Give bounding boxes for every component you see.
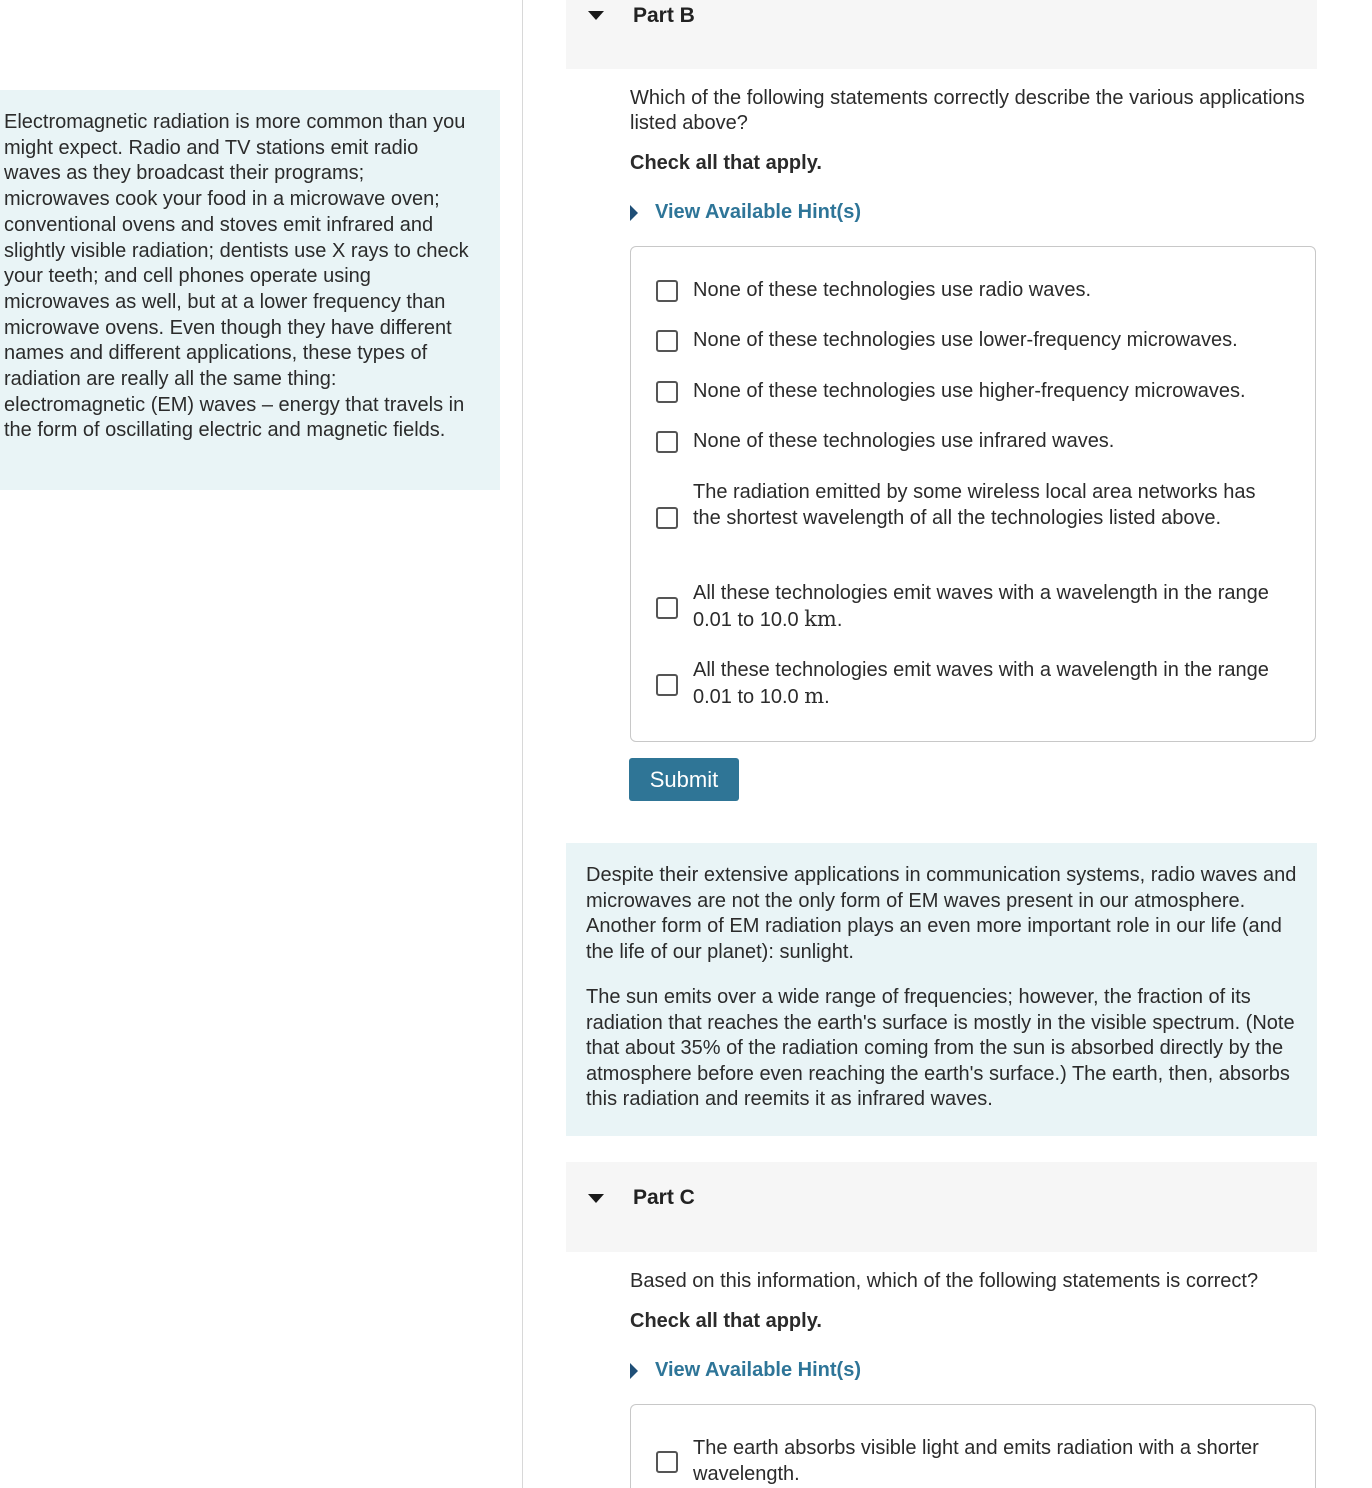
checkbox[interactable] (656, 330, 678, 352)
option-label: None of these technologies use lower-frequency microwaves. (693, 329, 1238, 351)
collapse-caret-icon[interactable] (588, 11, 604, 20)
info-paragraph-1: Despite their extensive applications in communication systems, radio waves and microwaves are not the only form of EM waves present in our atmosphere. Another form of EM radiation plays an even more important role in our life (and the life of our planet): sunlight. (586, 864, 1297, 963)
option-label (693, 581, 1283, 633)
unit-m: m (804, 683, 825, 708)
option-label (693, 658, 1283, 710)
part-c-header[interactable] (566, 1162, 1317, 1252)
hint-label: View Available Hint(s) (655, 201, 861, 223)
intro-panel (0, 90, 500, 490)
checkbox[interactable] (656, 674, 678, 696)
part-c-instruction: Check all that apply. (630, 1310, 822, 1332)
checkbox[interactable] (656, 1451, 678, 1473)
hint-label: View Available Hint(s) (655, 1359, 861, 1381)
option-label: None of these technologies use infrared waves. (693, 430, 1115, 452)
part-b-hint-toggle[interactable] (630, 201, 861, 224)
checkbox[interactable] (656, 381, 678, 403)
part-b-instruction: Check all that apply. (630, 152, 822, 174)
checkbox[interactable] (656, 597, 678, 619)
collapse-caret-icon[interactable] (588, 1194, 604, 1203)
option-label: The earth absorbs visible light and emits radiation with a shorter wavelength. (693, 1437, 1259, 1485)
option-suffix: . (824, 685, 830, 708)
part-c-options (630, 1404, 1316, 1488)
checkbox[interactable] (656, 280, 678, 302)
option-suffix: . (836, 608, 843, 631)
part-b-title: Part B (633, 4, 695, 27)
part-c-question: Based on this information, which of the following statements is correct? (630, 1270, 1259, 1292)
part-c-title: Part C (633, 1186, 695, 1209)
info-panel (566, 843, 1317, 1136)
unit-km: km (804, 606, 837, 631)
expand-triangle-icon (630, 1363, 638, 1379)
intro-text: Electromagnetic radiation is more common than you might expect. Radio and TV stations emit radio waves as they broadcast their programs; microwaves cook your food in a microwave oven; conventional ovens and stoves emit infrared and slightly visible radiation; dentists use X rays to check your teeth; and cell phones operate using microwaves as well, but at a lower frequency than microwave ovens. Even though they have different names and different applications, these types of radiation are really all the same thing: electromagnetic (EM) waves – energy that travels in the form of oscillating electric and magnetic fields. (4, 111, 469, 442)
submit-button[interactable]: Submit (629, 758, 739, 801)
part-b-header[interactable] (566, 0, 1317, 69)
option-text: All these technologies emit waves with a wavelength in the range 0.01 to 10.0 (693, 659, 1269, 708)
part-c-hint-toggle[interactable] (630, 1359, 861, 1382)
option-text: All these technologies emit waves with a wavelength in the range 0.01 to 10.0 (693, 582, 1269, 631)
checkbox[interactable] (656, 431, 678, 453)
option-label: None of these technologies use radio waves. (693, 279, 1092, 301)
part-b-options (630, 246, 1316, 742)
expand-triangle-icon (630, 205, 638, 221)
column-divider (522, 0, 523, 1488)
option-label: The radiation emitted by some wireless local area networks has the shortest wavelength of all the technologies listed above. (693, 481, 1256, 529)
part-b-question: Which of the following statements correctly describe the various applications listed above? (630, 87, 1305, 134)
info-paragraph-2: The sun emits over a wide range of frequencies; however, the fraction of its radiation that reaches the earth's surface is mostly in the visible spectrum. (Note that about 35% of the radiation coming from the sun is absorbed directly by the atmosphere before even reaching the earth's surface.) The earth, then, absorbs this radiation and reemits it as infrared waves. (586, 986, 1295, 1110)
checkbox[interactable] (656, 507, 678, 529)
option-label: None of these technologies use higher-frequency microwaves. (693, 380, 1246, 402)
